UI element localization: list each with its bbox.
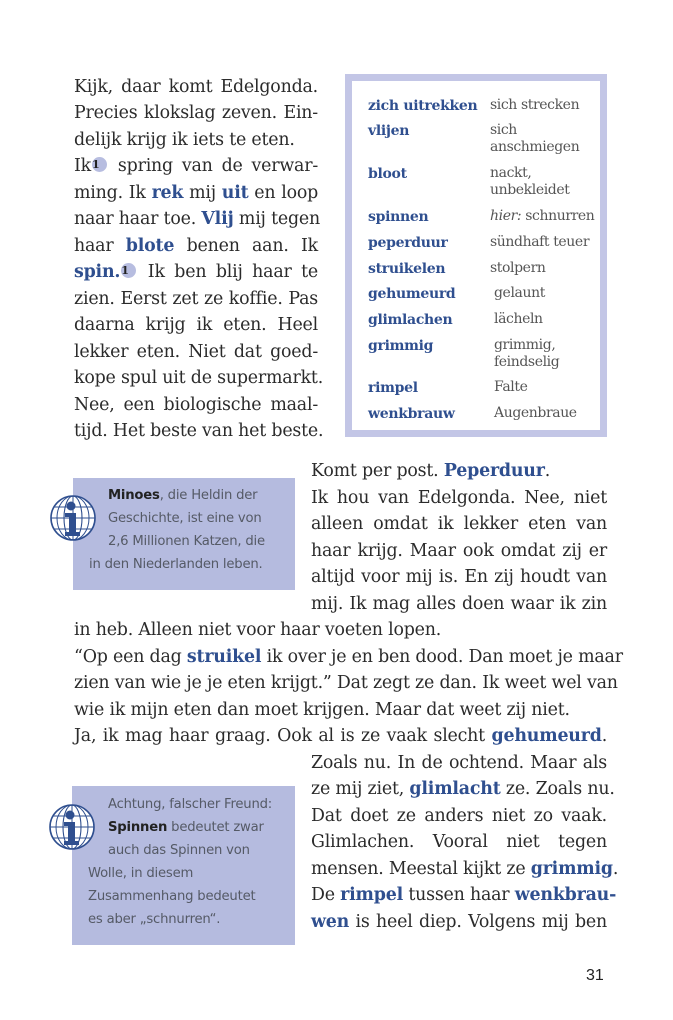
text: . xyxy=(612,859,619,879)
text: 2,6 Millionen Katzen, die xyxy=(108,534,265,549)
text-line xyxy=(311,750,607,776)
text: auch das Spinnen von xyxy=(108,843,250,858)
text-line xyxy=(74,127,318,153)
text: kope spul uit de supermarkt. xyxy=(74,368,324,388)
text: spring van de verwar- xyxy=(117,156,318,176)
text: Geschichte, ist eine von xyxy=(108,511,262,526)
vocab-dutch: struikelen xyxy=(368,261,446,277)
info-text xyxy=(108,794,272,817)
vocab-german: gelaunt xyxy=(494,285,545,301)
info-text xyxy=(88,909,220,932)
vocab-german: Falte xyxy=(494,379,528,395)
text-line xyxy=(74,339,318,365)
text: haar krijg. Maar ook omdat zij er xyxy=(311,541,607,561)
vocab-german: stolpern xyxy=(490,260,546,276)
text-line xyxy=(311,803,607,829)
vocab-german xyxy=(490,208,610,225)
text-line xyxy=(74,206,318,232)
text: naar haar toe. xyxy=(74,209,197,229)
text: lekker eten. Niet dat goed- xyxy=(74,342,318,362)
text: , die Heldin der xyxy=(159,488,258,503)
text: Komt per post. xyxy=(311,461,439,481)
text: mij tegen xyxy=(238,209,320,229)
info-text xyxy=(108,485,257,508)
keyword: spin. xyxy=(74,262,121,282)
text: in heb. Alleen niet voor haar voeten lopen. xyxy=(74,620,442,640)
text-line xyxy=(74,233,318,259)
keyword: Peperduur xyxy=(443,461,545,481)
keyword: struikel xyxy=(186,647,262,667)
text-line xyxy=(74,418,324,444)
text: mensen. Meestal kijkt ze xyxy=(311,859,526,879)
text: Wolle, in diesem xyxy=(88,866,194,881)
text-line xyxy=(311,829,607,855)
text: Zoals nu. In de ochtend. Maar als xyxy=(311,753,607,773)
vocab-german: Augenbraue xyxy=(494,405,577,421)
text-line xyxy=(74,697,607,723)
text-line xyxy=(74,286,318,312)
text: alleen omdat ik lekker eten van xyxy=(311,514,607,534)
text-line xyxy=(311,776,615,802)
text: bedeutet zwar xyxy=(167,820,264,835)
keyword: blote xyxy=(125,236,175,256)
text: tussen haar xyxy=(408,885,510,905)
vocab-dutch: spinnen xyxy=(368,209,429,225)
text: Ik ben blij haar te xyxy=(147,262,319,282)
text: Dat doet ze anders niet zo vaak. xyxy=(311,806,607,826)
text: daarna krijg ik eten. Heel xyxy=(74,315,318,335)
vocab-dutch: bloot xyxy=(368,166,407,182)
text: zien. Eerst zet ze koffie. Pas xyxy=(74,289,318,309)
keyword: uit xyxy=(221,183,249,203)
text-line xyxy=(311,458,607,484)
text: . xyxy=(601,726,608,746)
text-line xyxy=(74,723,607,749)
text: mij xyxy=(189,183,216,203)
text: ze mij ziet, xyxy=(311,779,405,799)
text: Ik xyxy=(74,156,92,176)
text-line xyxy=(74,392,318,418)
info-text xyxy=(108,817,264,840)
text: en loop xyxy=(254,183,319,203)
text-line xyxy=(311,591,607,617)
text: “Op een dag xyxy=(74,647,182,667)
keyword: rimpel xyxy=(340,885,403,905)
text: Precies klokslag zeven. Ein- xyxy=(74,103,318,123)
footnote-marker[interactable]: 1 xyxy=(92,157,107,172)
text-line xyxy=(311,511,607,537)
text: es aber „schnurren“. xyxy=(88,912,221,927)
text: Ik hou van Edelgonda. Nee, niet xyxy=(311,488,607,508)
text: ming. Ik xyxy=(74,183,146,203)
text: delijk krijg ik iets te eten. xyxy=(74,130,295,150)
text-line xyxy=(311,538,607,564)
vocab-german: nackt, unbekleidet xyxy=(490,165,570,198)
text: Achtung, falscher Freund: xyxy=(108,797,273,812)
vocab-dutch: grimmig xyxy=(368,338,434,354)
text: Nee, een biologische maal- xyxy=(74,395,318,415)
vocab-german: sich strecken xyxy=(490,97,580,113)
vocab-german: sich anschmiegen xyxy=(490,122,580,155)
keyword: wenkbrau- xyxy=(514,885,617,905)
keyword: rek xyxy=(151,183,184,203)
text-line xyxy=(74,259,318,285)
vocab-dutch: glimlachen xyxy=(368,312,453,328)
text-line xyxy=(311,564,607,590)
text-line xyxy=(74,153,318,179)
text: ik over je en ben dood. Dan moet je maar xyxy=(266,647,623,667)
text-line xyxy=(74,100,318,126)
text: is heel diep. Volgens mij ben xyxy=(355,912,607,932)
vocab-german: sündhaft teuer xyxy=(490,234,590,250)
text: tijd. Het beste van het beste. xyxy=(74,421,324,441)
info-text xyxy=(88,886,255,909)
text: Zusammenhang bedeutet xyxy=(88,889,256,904)
text-line xyxy=(311,882,617,908)
footnote-marker[interactable]: 1 xyxy=(121,263,136,278)
text-line xyxy=(74,644,623,670)
text: ze. Zoals nu. xyxy=(505,779,615,799)
keyword: gehumeurd xyxy=(491,726,602,746)
info-text xyxy=(108,508,262,531)
info-bold: Minoes xyxy=(108,488,160,503)
text: benen aan. Ik xyxy=(186,236,319,256)
info-text xyxy=(108,840,250,863)
info-text xyxy=(88,863,193,886)
vocab-dutch: wenkbrauw xyxy=(368,406,455,422)
info-text xyxy=(89,554,263,577)
text: in den Niederlanden leben. xyxy=(89,557,263,572)
text: wie ik mijn eten dan moet krijgen. Maar dat weet zij niet. xyxy=(74,700,570,720)
text: haar xyxy=(74,236,114,256)
text-line xyxy=(74,74,318,100)
text-line xyxy=(74,670,618,696)
keyword: Vlij xyxy=(201,209,234,229)
info-globe-icon xyxy=(48,493,98,543)
keyword: glimlacht xyxy=(409,779,501,799)
info-text xyxy=(108,531,265,554)
text: mij. Ik mag alles doen waar ik zin xyxy=(311,594,607,614)
vocab-dutch: gehumeurd xyxy=(368,286,456,302)
vocabulary-box xyxy=(345,74,607,437)
keyword: grimmig xyxy=(530,859,613,879)
text: zien van wie je je eten krijgt.” Dat zegt ze dan. Ik weet wel van xyxy=(74,673,618,693)
text: schnurren xyxy=(525,208,595,224)
info-globe-icon xyxy=(47,802,97,852)
vocab-german: grimmig, feindselig xyxy=(494,337,560,370)
text-line xyxy=(311,856,619,882)
text: . xyxy=(544,461,551,481)
text-line xyxy=(311,909,607,935)
keyword: wen xyxy=(311,912,350,932)
text: altijd voor mij is. En zij houdt van xyxy=(311,567,607,587)
text-line xyxy=(311,485,607,511)
vocab-german: lächeln xyxy=(494,311,543,327)
vocab-dutch: rimpel xyxy=(368,380,418,396)
text-line xyxy=(74,180,318,206)
info-bold: Spinnen xyxy=(108,820,168,835)
text: Glimlachen. Vooral niet tegen xyxy=(311,832,607,852)
vocab-dutch: zich uitrekken xyxy=(368,98,478,114)
text-line xyxy=(74,365,324,391)
vocab-dutch: vlijen xyxy=(368,123,410,139)
vocab-dutch: peperduur xyxy=(368,235,448,251)
vocab-prefix: hier: xyxy=(490,208,522,224)
text: Kijk, daar komt Edelgonda. xyxy=(74,77,318,97)
text: Ja, ik mag haar graag. Ook al is ze vaak slecht xyxy=(74,726,485,746)
text-line xyxy=(74,312,318,338)
text-line xyxy=(74,617,607,643)
page-number: 31 xyxy=(586,967,604,984)
text: De xyxy=(311,885,335,905)
